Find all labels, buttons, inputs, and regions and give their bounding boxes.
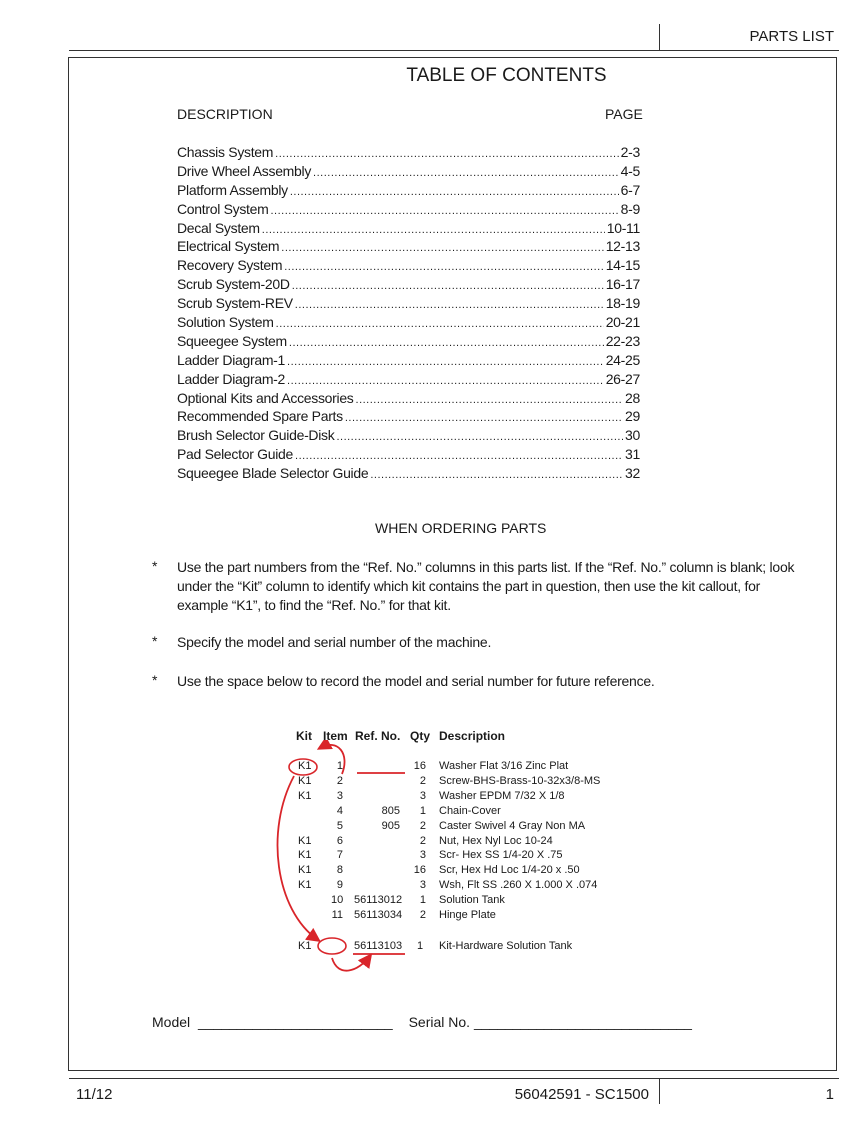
ordering-instruction: Use the part numbers from the “Ref. No.” columns in this parts list. If the “Ref. No.” column is blank; look under the “Kit” column to identify which kit contains the part in question, then use the kit callout, for example “K1”, to find the “Ref. No.” for that kit. [177, 559, 795, 613]
description-cell: Solution Tank [439, 894, 505, 907]
item-cell: 10 [331, 894, 344, 907]
kit-cell: K1 [298, 760, 312, 772]
toc-leader-dots [295, 446, 623, 462]
model-label: Model [152, 1014, 191, 1030]
toc-leader-dots [287, 352, 604, 368]
record-line [152, 1014, 692, 1030]
toc-entry[interactable] [177, 371, 640, 390]
toc-title: TABLE OF CONTENTS [406, 65, 607, 86]
toc-entry[interactable] [177, 238, 640, 257]
bullet-marker: * [152, 558, 158, 574]
toc-leader-dots [345, 408, 623, 424]
toc-leader-dots [313, 163, 619, 179]
toc-leader-dots [281, 238, 603, 254]
toc-entry-label: Optional Kits and Accessories [177, 389, 354, 406]
qty-cell: 3 [419, 789, 426, 802]
item-cell: 1 [336, 760, 343, 772]
toc-entry-page: 20-21 [605, 314, 640, 331]
item-cell: 11 [331, 909, 343, 921]
qty-cell: 3 [419, 849, 426, 862]
footer-divider [659, 1078, 660, 1104]
qty-cell: 3 [419, 879, 426, 892]
toc-entry-label: Recovery System [177, 257, 283, 274]
toc-leader-dots [370, 465, 623, 481]
col-header-description: Description [439, 729, 506, 743]
description-cell: Scr, Hex Hd Loc 1/4-20 x .50 [439, 864, 580, 877]
footer-rule [69, 1078, 839, 1079]
toc-entry-page: 2-3 [620, 144, 640, 160]
toc-entry-page: 18-19 [605, 295, 640, 312]
description-cell: Screw-BHS-Brass-10-32x3/8-MS [439, 774, 601, 787]
ref-cell: 56113034 [354, 909, 403, 921]
bullet-marker: * [152, 633, 158, 649]
toc-leader-dots [289, 333, 604, 349]
toc-leader-dots [336, 427, 623, 443]
toc-entry-label: Chassis System [177, 144, 274, 160]
toc-entry-page: 32 [625, 465, 640, 482]
toc-entry[interactable] [177, 427, 640, 446]
description-cell: Wsh, Flt SS .260 X 1.000 X .074 [439, 879, 598, 892]
description-cell: Washer Flat 3/16 Zinc Plat [439, 760, 569, 772]
col-header-kit: Kit [296, 729, 312, 743]
toc-entry-label: Squeegee System [177, 332, 287, 349]
toc-leader-dots [292, 276, 604, 292]
ref-cell: 56113103 [354, 940, 403, 952]
toc-entry-label: Decal System [177, 219, 260, 236]
toc-leader-dots [284, 257, 603, 273]
toc-entry[interactable] [177, 390, 640, 409]
toc-entry-page: 22-23 [605, 332, 640, 349]
ref-cell: 56113012 [354, 894, 403, 907]
toc-entry-label: Squeegee Blade Selector Guide [177, 465, 369, 482]
kit-circle-bottom [318, 938, 346, 954]
ordering-instruction: Specify the model and serial number of the machine. [177, 634, 492, 650]
toc-entry[interactable] [177, 201, 640, 220]
item-cell: 9 [336, 879, 343, 892]
toc-entry-label: Pad Selector Guide [177, 446, 294, 463]
toc-leader-dots [275, 144, 618, 160]
item-cell: 3 [336, 789, 343, 802]
kit-cell: K1 [298, 849, 312, 862]
kit-cell: K1 [298, 940, 312, 952]
arrow-up-to-kit [320, 745, 345, 774]
col-header-item: Item [323, 729, 348, 743]
footer-page-number: 1 [825, 1086, 834, 1103]
toc-entry-label: Ladder Diagram-1 [177, 351, 286, 368]
kit-cell: K1 [298, 864, 312, 877]
toc-entry-label: Recommended Spare Parts [177, 408, 343, 425]
model-input[interactable]: _________________________ [198, 1014, 393, 1030]
serial-label: Serial No. [408, 1014, 471, 1030]
toc-entry[interactable] [177, 465, 640, 484]
toc-entry-label: Brush Selector Guide-Disk [177, 427, 335, 444]
toc-entry-label: Platform Assembly [177, 181, 288, 198]
toc-entry[interactable] [177, 220, 640, 239]
toc-entry-label: Ladder Diagram-2 [177, 370, 286, 387]
qty-cell: 2 [419, 774, 426, 787]
toc-entry-page: 30 [625, 427, 640, 444]
toc-leader-dots [295, 295, 604, 311]
toc-entry[interactable] [177, 182, 640, 201]
item-cell: 6 [336, 834, 343, 847]
qty-cell: 16 [413, 760, 426, 772]
toc-entry-label: Scrub System-20D [177, 276, 290, 293]
kit-cell: K1 [298, 774, 312, 787]
toc-entry-page: 29 [625, 408, 640, 425]
ref-cell: 905 [381, 819, 400, 832]
toc-entry-page: 12-13 [605, 238, 640, 255]
footer-date: 11/12 [76, 1086, 113, 1103]
toc-entry[interactable] [177, 314, 640, 333]
item-cell: 4 [336, 804, 343, 817]
item-cell: 7 [336, 849, 343, 862]
header-rule [69, 50, 839, 51]
item-cell: 8 [336, 864, 343, 877]
qty-cell: 1 [417, 940, 424, 952]
serial-input[interactable]: ____________________________ [473, 1014, 692, 1030]
arrow-down-to-kit-row [278, 776, 318, 940]
kit-lookup-annotation [270, 740, 450, 980]
col-header-ref: Ref. No. [355, 729, 401, 743]
item-cell: 2 [336, 774, 343, 787]
toc-entry-label: Drive Wheel Assembly [177, 162, 312, 179]
qty-cell: 2 [419, 834, 426, 847]
ordering-title: WHEN ORDERING PARTS [375, 520, 547, 536]
toc-entry-label: Control System [177, 200, 269, 217]
toc-entry-page: 8-9 [620, 200, 640, 217]
ordering-instruction: Use the space below to record the model and serial number for future reference. [177, 673, 655, 689]
toc-entry[interactable] [177, 257, 640, 276]
qty-cell: 2 [419, 909, 426, 921]
toc-entry-label: Electrical System [177, 238, 280, 255]
arrow-up-to-ref [332, 956, 370, 971]
ref-cell: 805 [381, 804, 400, 817]
description-cell: Scr- Hex SS 1/4-20 X .75 [439, 849, 563, 862]
kit-circle-top [289, 759, 317, 775]
toc-leader-dots [290, 182, 619, 198]
toc-entry[interactable] [177, 163, 640, 182]
toc-leader-dots [262, 220, 605, 236]
page-header-title: PARTS LIST [749, 28, 834, 45]
toc-list [177, 144, 640, 484]
toc-entry-page: 16-17 [605, 276, 640, 293]
qty-cell: 2 [419, 819, 426, 832]
kit-cell: K1 [298, 879, 312, 892]
kit-cell: K1 [298, 834, 312, 847]
toc-entry-page: 26-27 [605, 370, 640, 387]
toc-entry-page: 28 [625, 389, 640, 406]
toc-entry-page: 24-25 [605, 351, 640, 368]
toc-page-header: PAGE [605, 106, 643, 122]
qty-cell: 1 [419, 894, 426, 907]
toc-leader-dots [276, 314, 604, 330]
description-cell: Hinge Plate [439, 909, 496, 921]
header-divider [659, 24, 660, 50]
toc-entry[interactable] [177, 446, 640, 465]
description-cell: Washer EPDM 7/32 X 1/8 [439, 789, 565, 802]
toc-entry-label: Solution System [177, 314, 274, 331]
toc-leader-dots [271, 201, 619, 217]
kit-cell: K1 [298, 789, 312, 802]
toc-leader-dots [356, 390, 624, 406]
col-header-qty: Qty [410, 729, 431, 743]
toc-entry[interactable] [177, 144, 640, 163]
description-cell: Caster Swivel 4 Gray Non MA [439, 819, 586, 832]
toc-entry[interactable] [177, 276, 640, 295]
bullet-marker: * [152, 672, 158, 688]
toc-entry-page: 14-15 [605, 257, 640, 274]
description-cell: Kit-Hardware Solution Tank [439, 940, 573, 952]
toc-entry-page: 10-11 [606, 219, 640, 236]
toc-entry-label: Scrub System-REV [177, 295, 293, 312]
qty-cell: 1 [419, 804, 426, 817]
item-cell: 5 [336, 819, 343, 832]
toc-entry-page: 6-7 [620, 181, 640, 198]
description-cell: Nut, Hex Nyl Loc 10-24 [439, 834, 553, 847]
toc-description-header: DESCRIPTION [177, 106, 273, 122]
toc-entry-page: 31 [625, 446, 640, 463]
toc-entry[interactable] [177, 295, 640, 314]
toc-entry[interactable] [177, 408, 640, 427]
toc-entry[interactable] [177, 352, 640, 371]
description-cell: Chain-Cover [439, 804, 501, 817]
toc-entry-page: 4-5 [620, 162, 640, 179]
footer-document-number: 56042591 - SC1500 [514, 1086, 649, 1103]
toc-leader-dots [287, 371, 604, 387]
toc-entry[interactable] [177, 333, 640, 352]
qty-cell: 16 [413, 864, 426, 877]
